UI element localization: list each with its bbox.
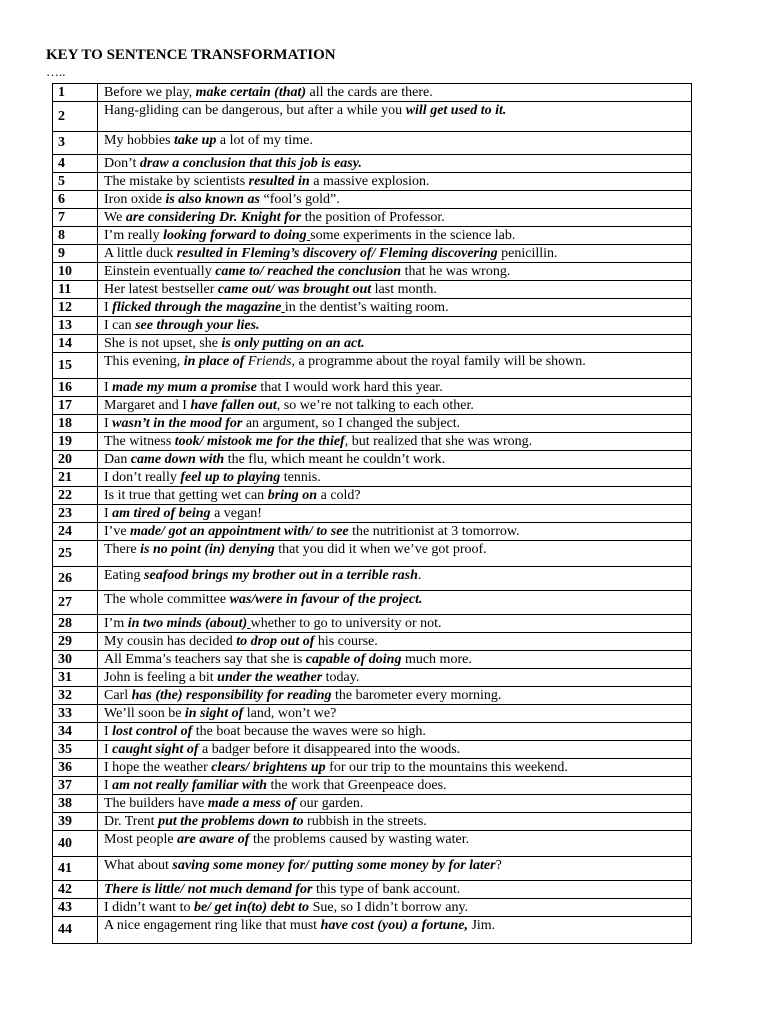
answer-phrase: am not really familiar with	[112, 778, 267, 793]
sentence-text: The mistake by scientists	[104, 174, 249, 189]
answer-phrase: made/ got an appointment with/ to see	[130, 524, 349, 539]
table-row	[53, 433, 692, 451]
sentence-cell	[98, 669, 692, 687]
answer-phrase: have fallen out	[190, 398, 277, 413]
sentence-text: in the dentist’s waiting room.	[284, 300, 449, 315]
sentence-text: Iron oxide	[104, 192, 166, 207]
sentence-cell	[98, 451, 692, 469]
item-number: 19	[53, 433, 98, 451]
sentence-text: Most people	[104, 832, 178, 847]
sentence-text: a badger before it disappeared into the woods.	[198, 742, 461, 757]
item-number: 28	[53, 615, 98, 633]
sentence-text: Hang-gliding can be dangerous, but after a while you	[104, 103, 406, 118]
answer-phrase: make certain (that)	[195, 85, 307, 100]
sentence-text: I don’t really	[104, 470, 181, 485]
sentence-text: land, won’t we?	[243, 706, 337, 721]
table-row	[53, 487, 692, 505]
answer-phrase: in two minds (about)	[127, 616, 248, 631]
sentence-text: Margaret and I	[104, 398, 191, 413]
sentence-text: all the cards are there.	[306, 85, 433, 100]
sentence-text: What about	[104, 858, 173, 873]
item-number: 23	[53, 505, 98, 523]
answer-phrase: made my mum a promise	[112, 380, 257, 395]
sentence-cell	[98, 523, 692, 541]
sentence-cell	[98, 102, 692, 132]
sentence-text: some experiments in the science lab.	[310, 228, 516, 243]
answer-phrase: came down with	[130, 452, 225, 467]
answer-phrase: is only putting on an act.	[221, 336, 365, 351]
sentence-text: Carl	[104, 688, 132, 703]
sentence-text: I	[104, 300, 113, 315]
sentence-text: I	[104, 778, 113, 793]
item-number: 13	[53, 317, 98, 335]
table-row	[53, 899, 692, 917]
table-row	[53, 541, 692, 567]
answer-phrase: seafood brings my brother out in a terrible rash	[144, 568, 418, 583]
table-row	[53, 505, 692, 523]
sentence-text: , a programme about the royal family will be shown.	[291, 354, 586, 369]
answer-phrase: took/ mistook me for the thief	[174, 434, 345, 449]
sentence-text: I’m really	[104, 228, 164, 243]
sentence-text: Einstein eventually	[104, 264, 216, 279]
item-number: 31	[53, 669, 98, 687]
item-number: 5	[53, 173, 98, 191]
table-row	[53, 651, 692, 669]
answer-phrase: was/were in favour of the project.	[229, 592, 423, 607]
sentence-text: All Emma’s teachers say that she is	[104, 652, 306, 667]
sentence-text: The witness	[104, 434, 175, 449]
sentence-text: Sue, so I didn’t borrow any.	[309, 900, 469, 915]
item-number: 42	[53, 881, 98, 899]
table-row	[53, 317, 692, 335]
table-row	[53, 917, 692, 944]
sentence-text: I	[104, 380, 113, 395]
sentence-text: tennis.	[280, 470, 321, 485]
item-number: 7	[53, 209, 98, 227]
sentence-cell	[98, 433, 692, 451]
item-number: 32	[53, 687, 98, 705]
item-number: 2	[53, 102, 98, 132]
sentence-text: , but realized that she was wrong.	[344, 434, 533, 449]
item-number: 17	[53, 397, 98, 415]
answer-phrase: draw a conclusion that this job is easy.	[139, 156, 362, 171]
answer-phrase: feel up to playing	[180, 470, 281, 485]
table-row	[53, 669, 692, 687]
item-number: 10	[53, 263, 98, 281]
answer-phrase: am tired of being	[112, 506, 211, 521]
table-row	[53, 795, 692, 813]
answer-phrase: came out/ was brought out	[217, 282, 372, 297]
sentence-text: last month.	[371, 282, 437, 297]
sentence-text: I didn’t want to	[104, 900, 194, 915]
table-row	[53, 227, 692, 245]
item-number: 20	[53, 451, 98, 469]
sentence-cell	[98, 173, 692, 191]
table-row	[53, 299, 692, 317]
sentence-text: the position of Professor.	[301, 210, 445, 225]
table-row	[53, 173, 692, 191]
table-row	[53, 415, 692, 433]
item-number: 1	[53, 84, 98, 102]
sentence-text: “fool’s gold”.	[259, 192, 340, 207]
sentence-text: the problems caused by wasting water.	[249, 832, 470, 847]
answer-key-table	[52, 83, 692, 944]
answer-phrase: under the weather	[217, 670, 323, 685]
sentence-cell	[98, 353, 692, 379]
sentence-cell	[98, 317, 692, 335]
sentence-text: I’ve	[104, 524, 131, 539]
sentence-cell	[98, 155, 692, 173]
table-row	[53, 759, 692, 777]
answer-phrase: has (the) responsibility for reading	[131, 688, 332, 703]
table-row	[53, 469, 692, 487]
table-row	[53, 263, 692, 281]
answer-phrase: in place of	[183, 354, 245, 369]
item-number: 16	[53, 379, 98, 397]
item-number: 37	[53, 777, 98, 795]
sentence-text: that you did it when we’ve got proof.	[274, 542, 487, 557]
sentence-text: We	[104, 210, 126, 225]
table-row	[53, 813, 692, 831]
item-number: 29	[53, 633, 98, 651]
sentence-cell	[98, 813, 692, 831]
sentence-text: penicillin.	[497, 246, 558, 261]
sentence-cell	[98, 84, 692, 102]
sentence-cell	[98, 191, 692, 209]
sentence-text: My hobbies	[104, 133, 174, 148]
sentence-cell	[98, 541, 692, 567]
table-row	[53, 379, 692, 397]
item-number: 34	[53, 723, 98, 741]
sentence-cell	[98, 795, 692, 813]
table-row	[53, 523, 692, 541]
sentence-cell	[98, 651, 692, 669]
sentence-cell	[98, 899, 692, 917]
answer-phrase: caught sight of	[112, 742, 199, 757]
answer-phrase: bring on	[267, 488, 318, 503]
item-number: 25	[53, 541, 98, 567]
sentence-text: A little duck	[104, 246, 177, 261]
sentence-text: I can	[104, 318, 136, 333]
sentence-text: the boat because the waves were so high.	[192, 724, 426, 739]
document-title: KEY TO SENTENCE TRANSFORMATION	[46, 47, 336, 63]
answer-phrase: take up	[174, 133, 217, 148]
answer-phrase: see through your lies.	[135, 318, 260, 333]
answer-phrase: came to/ reached the conclusion	[215, 264, 402, 279]
sentence-text: the nutritionist at 3 tomorrow.	[348, 524, 520, 539]
table-row	[53, 132, 692, 155]
sentence-text: Don’t	[104, 156, 140, 171]
sentence-text: Before we play,	[104, 85, 196, 100]
answer-phrase: put the problems down to	[158, 814, 304, 829]
table-row	[53, 591, 692, 615]
answer-phrase: made a mess of	[207, 796, 297, 811]
item-number: 36	[53, 759, 98, 777]
item-number: 8	[53, 227, 98, 245]
answer-phrase: is also known as	[165, 192, 260, 207]
sentence-text: his course.	[314, 634, 378, 649]
sentence-cell	[98, 917, 692, 944]
answer-phrase: to drop out of	[236, 634, 315, 649]
sentence-cell	[98, 705, 692, 723]
table-row	[53, 857, 692, 881]
answer-phrase: are considering Dr. Knight for	[125, 210, 302, 225]
table-row	[53, 705, 692, 723]
item-number: 39	[53, 813, 98, 831]
sentence-text: that he was wrong.	[401, 264, 511, 279]
table-row	[53, 741, 692, 759]
sentence-text: I	[104, 416, 113, 431]
sentence-cell	[98, 281, 692, 299]
sentence-cell	[98, 379, 692, 397]
table-row	[53, 777, 692, 795]
item-number: 18	[53, 415, 98, 433]
sentence-text: John is feeling a bit	[104, 670, 218, 685]
item-number: 15	[53, 353, 98, 379]
answer-phrase: are aware of	[177, 832, 250, 847]
ellipsis-text: …..	[46, 64, 66, 79]
answer-phrase: in sight of	[184, 706, 244, 721]
sentence-text: .	[417, 568, 422, 583]
sentence-cell	[98, 227, 692, 245]
item-number: 26	[53, 567, 98, 591]
sentence-cell	[98, 132, 692, 155]
answer-phrase: There is little/ not much demand for	[104, 882, 313, 897]
table-row	[53, 155, 692, 173]
sentence-text: I	[104, 724, 113, 739]
sentence-cell	[98, 567, 692, 591]
answer-phrase: will get used to it.	[405, 103, 507, 118]
item-number: 22	[53, 487, 98, 505]
item-number: 27	[53, 591, 98, 615]
answer-phrase: saving some money for/ putting some money by for later	[172, 858, 496, 873]
sentence-cell	[98, 263, 692, 281]
table-row	[53, 84, 692, 102]
answer-phrase: be/ get in(to) debt to	[193, 900, 310, 915]
sentence-text: A nice engagement ring like that must	[104, 918, 321, 933]
sentence-cell	[98, 469, 692, 487]
sentence-cell	[98, 777, 692, 795]
sentence-text: Her latest bestseller	[104, 282, 218, 297]
item-number: 35	[53, 741, 98, 759]
sentence-text: our garden.	[296, 796, 364, 811]
table-row	[53, 723, 692, 741]
table-row	[53, 245, 692, 263]
item-number: 3	[53, 132, 98, 155]
answer-key-rows	[53, 84, 692, 944]
sentence-text: I	[104, 506, 113, 521]
answer-phrase: wasn’t in the mood for	[112, 416, 243, 431]
item-number: 12	[53, 299, 98, 317]
sentence-text: the barometer every morning.	[331, 688, 502, 703]
sentence-cell	[98, 723, 692, 741]
answer-phrase: looking forward to doing	[163, 228, 307, 243]
sentence-text: We’ll soon be	[104, 706, 185, 721]
sentence-text: today.	[322, 670, 360, 685]
sentence-cell	[98, 831, 692, 857]
sentence-cell	[98, 209, 692, 227]
sentence-text: I’m	[104, 616, 128, 631]
sentence-cell	[98, 615, 692, 633]
sentence-text: My cousin has decided	[104, 634, 237, 649]
sentence-cell	[98, 687, 692, 705]
item-number: 41	[53, 857, 98, 881]
item-number: 44	[53, 917, 98, 944]
sentence-text: much more.	[401, 652, 472, 667]
item-number: 6	[53, 191, 98, 209]
sentence-text: a cold?	[317, 488, 361, 503]
sentence-cell	[98, 881, 692, 899]
answer-phrase: clears/ brightens up	[211, 760, 326, 775]
table-row	[53, 633, 692, 651]
sentence-text: The builders have	[104, 796, 208, 811]
table-row	[53, 567, 692, 591]
item-number: 11	[53, 281, 98, 299]
item-number: 33	[53, 705, 98, 723]
sentence-cell	[98, 245, 692, 263]
sentence-text: a massive explosion.	[309, 174, 430, 189]
sentence-cell	[98, 741, 692, 759]
answer-phrase: capable of doing	[305, 652, 402, 667]
item-number: 24	[53, 523, 98, 541]
item-number: 30	[53, 651, 98, 669]
item-number: 38	[53, 795, 98, 813]
item-number: 4	[53, 155, 98, 173]
sentence-cell	[98, 397, 692, 415]
table-row	[53, 687, 692, 705]
sentence-text: for our trip to the mountains this weekend.	[325, 760, 568, 775]
sentence-text: ?	[495, 858, 502, 873]
sentence-text: Dr. Trent	[104, 814, 159, 829]
sentence-cell	[98, 633, 692, 651]
answer-phrase: flicked through the magazine	[112, 300, 282, 315]
table-row	[53, 102, 692, 132]
sentence-text: I	[104, 742, 113, 757]
sentence-text: whether to go to university or not.	[250, 616, 442, 631]
table-row	[53, 353, 692, 379]
item-number: 40	[53, 831, 98, 857]
sentence-text: Jim.	[467, 918, 496, 933]
sentence-text: , so we’re not talking to each other.	[276, 398, 474, 413]
sentence-text: The whole committee	[104, 592, 230, 607]
sentence-text: I hope the weather	[104, 760, 212, 775]
table-row	[53, 831, 692, 857]
sentence-cell	[98, 299, 692, 317]
sentence-cell	[98, 487, 692, 505]
sentence-text: Is it true that getting wet can	[104, 488, 268, 503]
table-row	[53, 281, 692, 299]
answer-phrase: have cost (you) a fortune,	[320, 918, 468, 933]
sentence-cell	[98, 505, 692, 523]
sentence-text: an argument, so I changed the subject.	[242, 416, 461, 431]
item-number: 21	[53, 469, 98, 487]
sentence-cell	[98, 591, 692, 615]
sentence-cell	[98, 335, 692, 353]
sentence-text: a vegan!	[210, 506, 262, 521]
sentence-cell	[98, 759, 692, 777]
sentence-text: this type of bank account.	[312, 882, 461, 897]
sentence-text: the flu, which meant he couldn’t work.	[224, 452, 446, 467]
sentence-text: There	[104, 542, 141, 557]
sentence-text: She is not upset, she	[104, 336, 222, 351]
sentence-text: that I would work hard this year.	[256, 380, 443, 395]
table-row	[53, 191, 692, 209]
italic-title: Friends	[247, 354, 292, 369]
item-number: 43	[53, 899, 98, 917]
sentence-text: a lot of my time.	[216, 133, 313, 148]
sentence-text: the work that Greenpeace does.	[266, 778, 447, 793]
sentence-cell	[98, 415, 692, 433]
sentence-text: rubbish in the streets.	[303, 814, 427, 829]
answer-phrase: resulted in	[248, 174, 310, 189]
answer-phrase: is no point (in) denying	[140, 542, 275, 557]
table-row	[53, 615, 692, 633]
table-row	[53, 881, 692, 899]
table-row	[53, 451, 692, 469]
sentence-text: This evening,	[104, 354, 184, 369]
sentence-cell	[98, 857, 692, 881]
answer-phrase: resulted in Fleming’s discovery of/ Fleming discovering	[176, 246, 498, 261]
table-row	[53, 209, 692, 227]
sentence-text: Dan	[104, 452, 131, 467]
table-row	[53, 335, 692, 353]
item-number: 14	[53, 335, 98, 353]
answer-phrase: lost control of	[112, 724, 193, 739]
table-row	[53, 397, 692, 415]
item-number: 9	[53, 245, 98, 263]
sentence-text: Eating	[104, 568, 145, 583]
